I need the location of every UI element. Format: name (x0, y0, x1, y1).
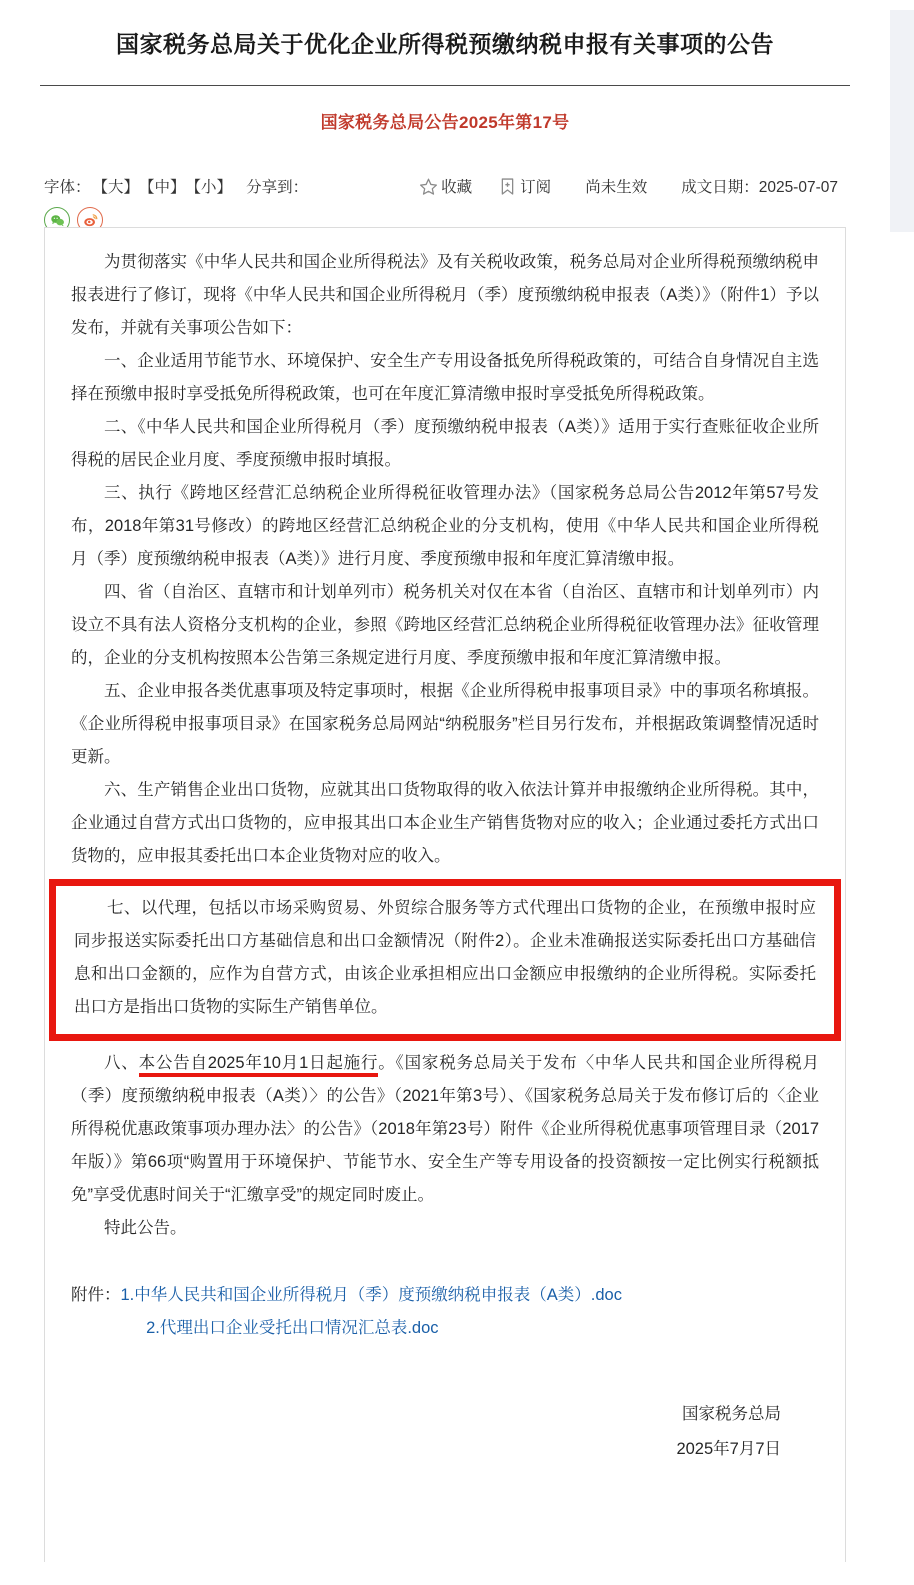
signature-date: 2025年7月7日 (676, 1439, 781, 1458)
document-signature (45, 1345, 845, 1466)
signature-issuer: 国家税务总局 (682, 1405, 781, 1424)
attachment-1-number: 1. (120, 1286, 135, 1305)
paragraph-item-8 (71, 1047, 819, 1212)
document-date: 成文日期：2025-07-07 (681, 179, 838, 197)
subscribe-label: 订阅 (520, 179, 552, 197)
item-8-prefix: 八、 (104, 1054, 139, 1073)
attachment-row-1 (71, 1279, 819, 1312)
item-8-rest: 。《国家税务总局关于发布〈中华人民共和国企业所得税月（季）度预缴纳税申报表（A类）〉的公告》（2021年第3号）、《国家税务总局关于发布修订后的〈企业所得税优惠政策事项办理办法〉的公告》（2018年第23号）附件《企业所得税优惠事项管理目录（2017年版）》第66项“购置用于环境保护、节能节水、安全生产等专用设备的投资额按一定比例实行税额抵免”享受优惠时间关于“汇缴享受”的规定同时废止。 (71, 1054, 820, 1205)
paragraph-item-7: 七、以代理，包括以市场采购贸易、外贸综合服务等方式代理出口货物的企业，在预缴申报时应同步报送实际委托出口方基础信息和出口金额情况（附件2）。企业未准确报送实际委托出口方基础信息和出口金额的，应作为自营方式，由该企业承担相应出口金额应申报缴纳的企业所得税。实际委托出口方是指出口货物的实际生产销售单位。 (74, 899, 816, 1017)
favorite-button[interactable] (419, 175, 472, 197)
favorite-label: 收藏 (441, 179, 473, 197)
item-8-underlined-text: 本公告自2025年10月1日起施行 (139, 1054, 379, 1077)
font-size-group (44, 175, 232, 197)
page-right-gutter (890, 10, 914, 232)
star-icon (419, 177, 438, 196)
document-body (45, 246, 845, 873)
document-number: 国家税务总局公告2025年第17号 (320, 113, 570, 133)
document-content (44, 227, 846, 1562)
paragraph-closing: 特此公告。 (104, 1219, 187, 1238)
paragraph-item-1: 一、企业适用节能节水、环境保护、安全生产专用设备抵免所得税政策的，可结合自身情况自主选择在预缴申报时享受抵免所得税政策，也可在年度汇算清缴申报时享受抵免所得税政策。 (71, 352, 819, 404)
page-title: 国家税务总局关于优化企业所得税预缴纳税申报有关事项的公告 (116, 31, 774, 57)
document-body-continued (45, 1047, 845, 1245)
font-size-large-button[interactable]: 【大】 (92, 179, 140, 197)
font-size-medium-button[interactable]: 【中】 (139, 179, 186, 197)
attachment-2-number: 2. (146, 1319, 160, 1338)
share-to-label: 分享到： (246, 179, 309, 197)
attachments-section (45, 1245, 845, 1345)
attachment-1-link[interactable]: 中华人民共和国企业所得税月（季）度预缴纳税申报表（A类）.doc (134, 1286, 622, 1305)
bookmark-plus-icon (498, 177, 517, 196)
highlighted-clause-box (49, 879, 841, 1041)
paragraph-intro: 为贯彻落实《中华人民共和国企业所得税法》及有关税收政策，税务总局对企业所得税预缴纳税申报表进行了修订，现将《中华人民共和国企业所得税月（季）度预缴纳税申报表（A类）》（附件1）予以发布，并就有关事项公告如下： (71, 253, 819, 338)
font-size-label: 字体： (44, 179, 91, 197)
paragraph-item-4: 四、省（自治区、直辖市和计划单列市）税务机关对仅在本省（自治区、直辖市和计划单列市）内设立不具有法人资格分支机构的企业，参照《跨地区经营汇总纳税企业所得税征收管理办法》征收管理的，企业的分支机构按照本公告第三条规定进行月度、季度预缴申报和年度汇算清缴申报。 (71, 583, 819, 668)
paragraph-item-5: 五、企业申报各类优惠事项及特定事项时，根据《企业所得税申报事项目录》中的事项名称填报。《企业所得税申报事项目录》在国家税务总局网站“纳税服务”栏目另行发布，并根据政策调整情况适时更新。 (71, 682, 819, 767)
attachments-label: 附件： (71, 1286, 121, 1305)
attachment-2-link[interactable]: 代理出口企业受托出口情况汇总表.doc (159, 1319, 439, 1338)
font-size-small-button[interactable]: 【小】 (185, 179, 233, 197)
paragraph-item-2: 二、《中华人民共和国企业所得税月（季）度预缴纳税申报表（A类）》适用于实行查账征收企业所得税的居民企业月度、季度预缴申报时填报。 (71, 418, 819, 470)
status-badge: 尚未生效 (585, 179, 648, 197)
paragraph-item-3: 三、执行《跨地区经营汇总纳税企业所得税征收管理办法》（国家税务总局公告2012年第57号发布，2018年第31号修改）的跨地区经营汇总纳税企业的分支机构，使用《中华人民共和国企业所得税月（季）度预缴纳税申报表（A类）》进行月度、季度预缴申报和年度汇算清缴申报。 (71, 484, 819, 569)
document-toolbar (22, 133, 868, 197)
subscribe-button[interactable] (498, 175, 551, 197)
paragraph-item-6: 六、生产销售企业出口货物，应就其出口货物取得的收入依法计算并申报缴纳企业所得税。其中，企业通过自营方式出口货物的，应申报其出口本企业生产销售货物对应的收入；企业通过委托方式出口货物的，应申报其委托出口本企业货物对应的收入。 (71, 781, 819, 866)
attachment-row-2 (71, 1312, 819, 1345)
social-share-row (22, 197, 868, 231)
